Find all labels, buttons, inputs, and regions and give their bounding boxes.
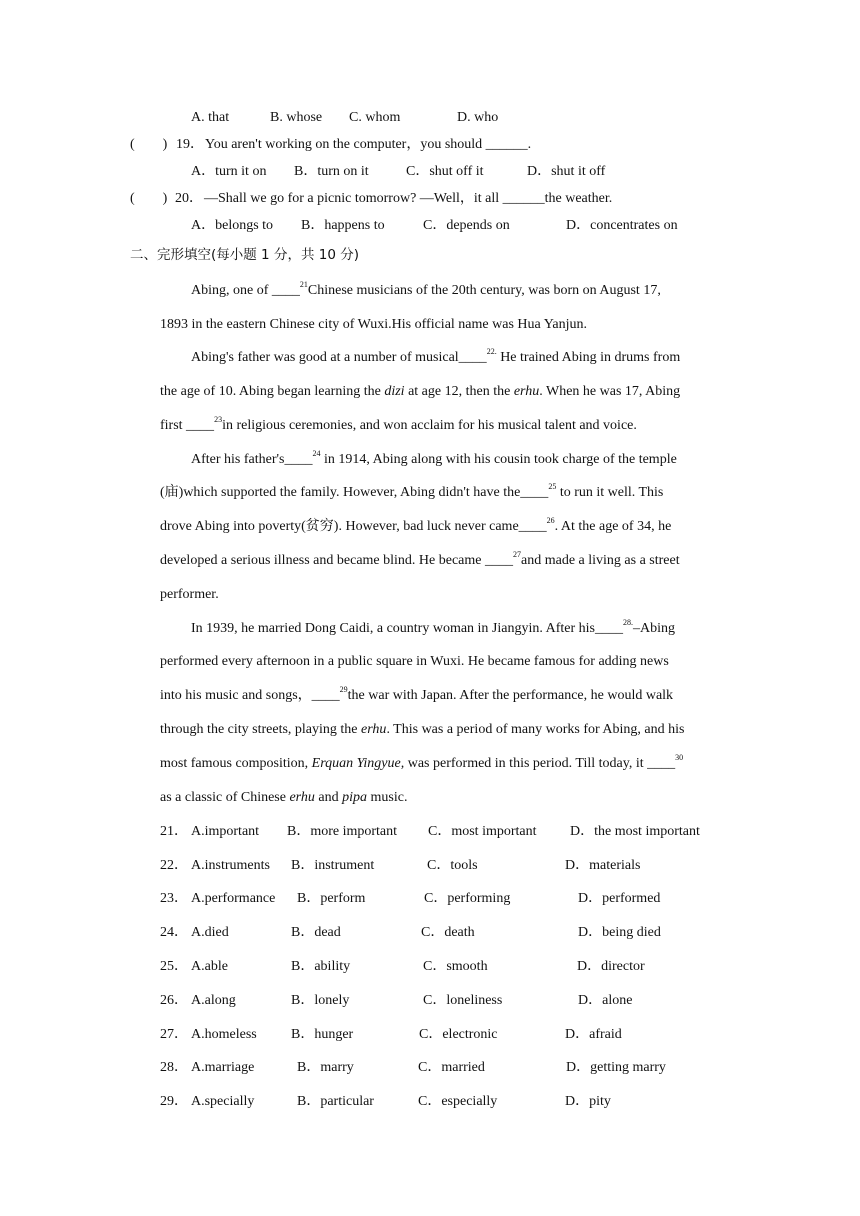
- passage-line: first ____$^{23}$in religious ceremonies, and won acclaim for his musical talent and voice.: [160, 415, 637, 433]
- passage-line: most famous composition, Erquan Yingyue, was performed in this period. Till today, it ____$^{30}$: [160, 753, 684, 771]
- option-d: D．the most important: [570, 824, 700, 839]
- q19-option-c: C．shut off it: [406, 164, 484, 179]
- option-b: B．lonely: [291, 993, 350, 1008]
- blank-number: 22.: [486, 347, 497, 356]
- question-number: 21．: [160, 824, 188, 839]
- option-c: C．death: [421, 925, 475, 940]
- option-b: B．more important: [287, 824, 398, 839]
- question-number: 28．: [160, 1060, 188, 1075]
- option-c: C．married: [418, 1060, 485, 1075]
- q20-option-b: B．happens to: [301, 218, 385, 233]
- cloze-question-23: [160, 891, 661, 906]
- passage-line: Abing's father was good at a number of musical____$^{22.}$ He trained Abing in drums from: [191, 347, 681, 365]
- question-stem: You aren't working on the computer，you should ______.: [205, 137, 532, 152]
- passage-line: through the city streets, playing the erhu. This was a period of many works for Abing, and his: [160, 722, 685, 737]
- q18-option-d: D. who: [457, 110, 499, 125]
- option-c: C．especially: [418, 1094, 498, 1109]
- blank-number: 23: [214, 415, 223, 424]
- passage-line: In 1939, he married Dong Caidi, a country woman in Jiangyin. After his____$^{28.}$–Abing: [191, 618, 675, 636]
- option-b: B．particular: [297, 1094, 374, 1109]
- option-b: B．perform: [297, 891, 366, 906]
- passage-line: drove Abing into poverty(贫穷). However, bad luck never came____$^{26}$. At the age of 34, he: [160, 516, 672, 534]
- q18-option-c: C. whom: [349, 110, 401, 125]
- blank-number: 27: [513, 550, 521, 559]
- blank-number: 24: [312, 449, 321, 458]
- q20-option-c: C．depends on: [423, 218, 510, 233]
- question-number: 26．: [160, 993, 188, 1008]
- option-c: C．smooth: [423, 959, 488, 974]
- cloze-question-21: [160, 824, 700, 839]
- passage-line: After his father's____$^{24}$ in 1914, Abing along with his cousin took charge of the temple: [191, 449, 677, 467]
- q19-option-d: D．shut it off: [527, 164, 606, 179]
- option-b: B．instrument: [291, 858, 375, 873]
- question-number: 19．: [176, 137, 204, 152]
- blank-number: 30: [675, 753, 684, 762]
- passage-line: the age of 10. Abing began learning the dizi at age 12, then the erhu. When he was 17, Abing: [160, 384, 681, 399]
- option-c: C．loneliness: [423, 993, 503, 1008]
- passage-line: performed every afternoon in a public square in Wuxi. He became famous for adding news: [160, 654, 669, 669]
- option-b: B．ability: [291, 959, 351, 974]
- cloze-question-22: [160, 858, 641, 873]
- q18-option-b: B. whose: [270, 110, 323, 125]
- question-number: 27．: [160, 1027, 188, 1042]
- question-number: 22．: [160, 858, 188, 873]
- option-d: D．getting marry: [566, 1060, 666, 1075]
- blank-number: 26: [546, 516, 555, 525]
- option-c: C．tools: [427, 858, 478, 873]
- question-number: 23．: [160, 891, 188, 906]
- option-a: A.important: [191, 824, 260, 839]
- blank-number: 28.: [622, 618, 633, 627]
- cloze-question-26: [160, 993, 633, 1008]
- option-a: A.performance: [191, 891, 276, 906]
- q20-option-a: A．belongs to: [191, 218, 274, 233]
- option-d: D．pity: [565, 1094, 611, 1109]
- q19-option-b: B．turn on it: [294, 164, 369, 179]
- passage-line: Abing, one of ____$^{21}$Chinese musicians of the 20th century, was born on August 17,: [191, 280, 661, 298]
- option-d: D．director: [577, 959, 645, 974]
- blank-number: 29: [339, 685, 348, 694]
- option-a: A.instruments: [191, 858, 270, 873]
- option-c: C．performing: [424, 891, 511, 906]
- cloze-question-28: [160, 1060, 666, 1075]
- cloze-question-25: [160, 959, 645, 974]
- question-number: 29．: [160, 1094, 188, 1109]
- option-a: A.along: [191, 993, 236, 1008]
- option-a: A.homeless: [191, 1027, 257, 1042]
- question-number: 24．: [160, 925, 188, 940]
- option-d: D．alone: [578, 993, 633, 1008]
- cloze-question-24: [160, 925, 661, 940]
- option-a: A.specially: [191, 1094, 255, 1109]
- cloze-question-29: [160, 1094, 611, 1109]
- passage-line: into his music and songs，____$^{29}$the war with Japan. After the performance, he would walk: [160, 685, 674, 703]
- option-a: A.died: [191, 925, 229, 940]
- q18-option-a: A. that: [191, 110, 230, 125]
- option-d: D．materials: [565, 858, 641, 873]
- option-b: B．hunger: [291, 1027, 354, 1042]
- option-b: B．dead: [291, 925, 341, 940]
- passage-line: developed a serious illness and became blind. He became ____$^{27}$and made a living as a street: [160, 550, 680, 568]
- cloze-question-27: [160, 1027, 622, 1042]
- section-heading: 二、完形填空(每小题 1 分，共 10 分): [130, 247, 359, 263]
- option-d: D．afraid: [565, 1027, 622, 1042]
- question-number: 25．: [160, 959, 188, 974]
- blank-number: 21: [299, 280, 308, 289]
- option-d: D．performed: [578, 891, 661, 906]
- blank-number: 25: [548, 482, 557, 491]
- answer-paren: ( ): [130, 137, 168, 152]
- passage-line: performer.: [160, 587, 219, 602]
- option-b: B．marry: [297, 1060, 354, 1075]
- option-d: D．being died: [578, 925, 661, 940]
- answer-paren: ( ): [130, 191, 168, 206]
- option-a: A.marriage: [191, 1060, 255, 1075]
- passage-line: (庙)which supported the family. However, Abing didn't have the____$^{25}$ to run it well. This: [160, 482, 664, 500]
- option-c: C．electronic: [419, 1027, 498, 1042]
- question-stem: —Shall we go for a picnic tomorrow? —Well，it all ______the weather.: [204, 191, 613, 206]
- passage-line: as a classic of Chinese erhu and pipa music.: [160, 790, 408, 805]
- passage-line: 1893 in the eastern Chinese city of Wuxi.His official name was Hua Yanjun.: [160, 317, 588, 332]
- option-a: A.able: [191, 959, 228, 974]
- option-c: C．most important: [428, 824, 537, 839]
- question-number: 20．: [175, 191, 203, 206]
- q20-option-d: D．concentrates on: [566, 218, 678, 233]
- q19-option-a: A．turn it on: [191, 164, 267, 179]
